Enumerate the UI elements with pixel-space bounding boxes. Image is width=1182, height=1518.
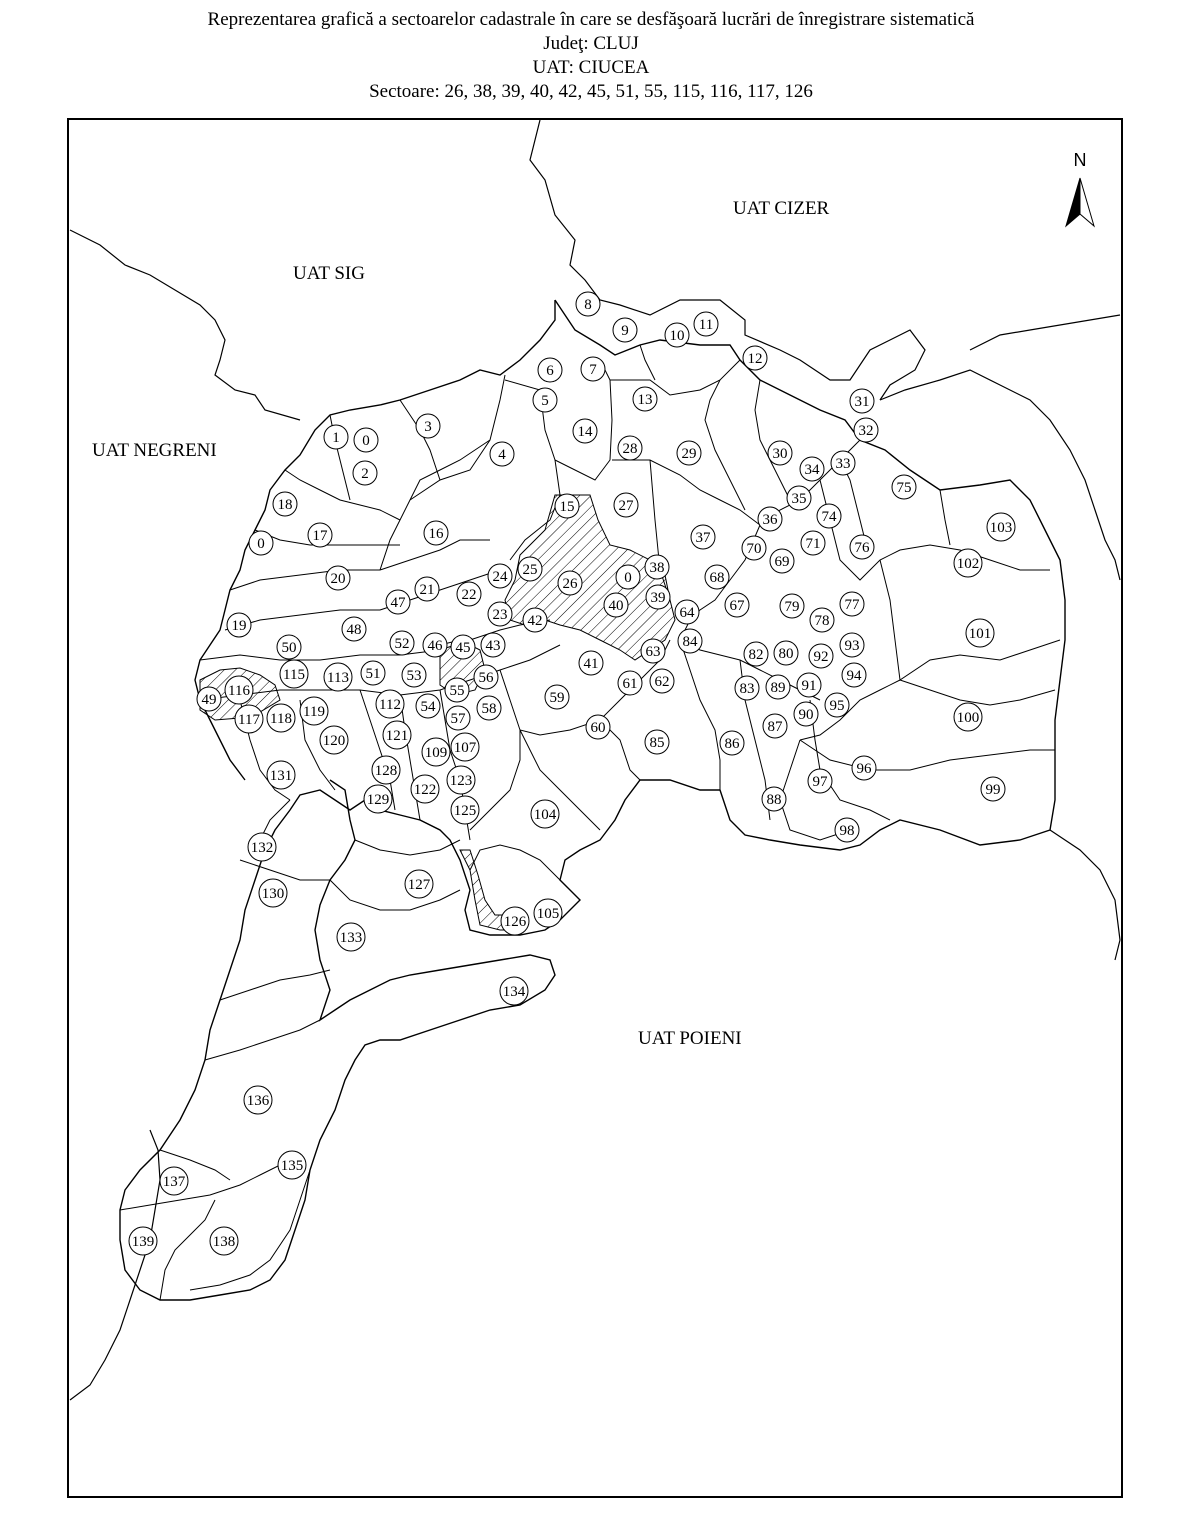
sector-number: 80 xyxy=(778,646,794,662)
sector-number: 8 xyxy=(584,297,592,313)
sector-number: 4 xyxy=(498,447,506,463)
sector-number: 54 xyxy=(420,699,436,715)
sector-94 xyxy=(842,663,866,687)
sector-22 xyxy=(457,582,481,606)
sector-78 xyxy=(810,608,834,632)
sector-43 xyxy=(481,633,505,657)
sector-number: 132 xyxy=(250,840,274,856)
sector-95 xyxy=(825,693,849,717)
sector-number: 62 xyxy=(654,674,670,690)
sector-49 xyxy=(197,687,221,711)
sector-42 xyxy=(523,608,547,632)
sector-number: 90 xyxy=(798,707,814,723)
sector-number: 88 xyxy=(766,792,782,808)
sector-119 xyxy=(300,697,328,725)
sector-number: 68 xyxy=(709,570,725,586)
sector-number: 126 xyxy=(503,914,527,930)
sector-number: 15 xyxy=(559,499,575,515)
sector-number: 82 xyxy=(748,647,764,663)
sector-109 xyxy=(422,738,450,766)
sector-number: 42 xyxy=(527,613,543,629)
sector-labels xyxy=(129,292,1015,1255)
sector-number: 39 xyxy=(650,590,666,606)
sector-89 xyxy=(766,675,790,699)
sector-41 xyxy=(579,651,603,675)
sector-85 xyxy=(645,730,669,754)
sector-number: 118 xyxy=(270,711,292,727)
sector-number: 115 xyxy=(283,667,305,683)
sector-101 xyxy=(966,619,994,647)
sector-boundaries xyxy=(120,345,1060,1300)
sector-32 xyxy=(854,418,878,442)
sector-number: 95 xyxy=(829,698,845,714)
sector-54 xyxy=(416,694,440,718)
sector-number: 83 xyxy=(739,681,755,697)
sector-37 xyxy=(691,525,715,549)
sector-3 xyxy=(416,414,440,438)
sector-16 xyxy=(424,521,448,545)
sector-number: 37 xyxy=(695,530,711,546)
sector-number: 78 xyxy=(814,613,830,629)
sector-number: 40 xyxy=(608,598,624,614)
sector-34 xyxy=(800,457,824,481)
sector-number: 16 xyxy=(428,526,444,542)
sector-number: 28 xyxy=(622,441,638,457)
sector-number: 35 xyxy=(791,491,807,507)
sector-number: 105 xyxy=(536,906,560,922)
sector-number: 19 xyxy=(231,618,247,634)
sector-number: 17 xyxy=(312,528,328,544)
sector-number: 22 xyxy=(461,587,477,603)
sector-number: 117 xyxy=(238,712,260,728)
sector-121 xyxy=(383,721,411,749)
sector-number: 61 xyxy=(622,676,638,692)
sector-number: 93 xyxy=(844,638,860,654)
sector-number: 98 xyxy=(839,823,855,839)
sector-number: 24 xyxy=(492,569,508,585)
sector-82 xyxy=(744,642,768,666)
sector-number: 99 xyxy=(985,782,1001,798)
sector-69 xyxy=(770,549,794,573)
sector-number: 26 xyxy=(562,576,578,592)
sector-number: 3 xyxy=(424,419,432,435)
sector-number: 59 xyxy=(549,690,565,706)
sector-number: 63 xyxy=(645,644,661,660)
sector-1 xyxy=(324,425,348,449)
sector-number: 46 xyxy=(427,638,443,654)
sector-99 xyxy=(981,777,1005,801)
sector-number: 125 xyxy=(453,803,477,819)
sector-number: 25 xyxy=(522,562,538,578)
sector-number: 36 xyxy=(762,512,778,528)
sector-67 xyxy=(725,593,749,617)
map-title: Reprezentarea grafică a sectoarelor cadastrale în care se desfăşoară lucrări de înregistrare sistematică xyxy=(207,9,975,30)
ciucea-territory xyxy=(120,300,1065,1300)
sector-number: 138 xyxy=(212,1234,236,1250)
sector-27 xyxy=(614,493,638,517)
sector-number: 91 xyxy=(801,678,817,694)
sector-92 xyxy=(809,644,833,668)
sector-number: 94 xyxy=(846,668,862,684)
sector-46 xyxy=(423,633,447,657)
sector-number: 129 xyxy=(366,792,390,808)
sector-number: 50 xyxy=(281,640,297,656)
sector-number: 14 xyxy=(577,424,593,440)
sector-number: 23 xyxy=(492,607,508,623)
sector-number: 0 xyxy=(624,570,632,586)
sector-70 xyxy=(742,536,766,560)
sector-19 xyxy=(227,613,251,637)
sector-136 xyxy=(244,1086,272,1114)
sector-number: 64 xyxy=(679,605,695,621)
sector-87 xyxy=(763,714,787,738)
sector-number: 29 xyxy=(681,446,697,462)
sector-number: 51 xyxy=(365,666,381,682)
sector-118 xyxy=(267,704,295,732)
sector-58 xyxy=(477,696,501,720)
sector-4 xyxy=(490,442,514,466)
sector-11 xyxy=(694,312,718,336)
sector-number: 5 xyxy=(541,393,549,409)
sector-number: 134 xyxy=(502,984,526,1000)
sector-number: 85 xyxy=(649,735,665,751)
sector-number: 74 xyxy=(821,509,837,525)
sector-60 xyxy=(586,715,610,739)
sector-50 xyxy=(277,635,301,659)
sector-18 xyxy=(273,492,297,516)
neighbor-label-cizer: UAT CIZER xyxy=(733,198,830,219)
sector-47 xyxy=(386,590,410,614)
sector-51 xyxy=(361,661,385,685)
sector-number: 10 xyxy=(669,328,685,344)
sector-126 xyxy=(501,907,529,935)
sector-102 xyxy=(954,549,982,577)
sector-35 xyxy=(787,486,811,510)
sector-number: 123 xyxy=(449,773,473,789)
sector-7 xyxy=(581,357,605,381)
sector-number: 107 xyxy=(453,740,477,756)
sector-number: 87 xyxy=(767,719,783,735)
sector-number: 41 xyxy=(583,656,599,672)
sector-97 xyxy=(808,769,832,793)
sector-number: 1 xyxy=(332,430,340,446)
sector-number: 0 xyxy=(257,536,265,552)
sector-15 xyxy=(555,494,579,518)
sector-number: 11 xyxy=(698,317,714,333)
north-arrow xyxy=(1066,150,1094,226)
sector-number: 135 xyxy=(280,1158,304,1174)
sector-93 xyxy=(840,633,864,657)
sector-number: 128 xyxy=(374,763,398,779)
sector-56 xyxy=(474,665,498,689)
sector-9 xyxy=(613,318,637,342)
sector-127 xyxy=(405,870,433,898)
sector-129 xyxy=(364,785,392,813)
sector-139 xyxy=(129,1227,157,1255)
sector-number: 67 xyxy=(729,598,745,614)
sector-123 xyxy=(447,766,475,794)
sector-91 xyxy=(797,673,821,697)
sector-5 xyxy=(533,388,557,412)
sector-number: 2 xyxy=(361,466,369,482)
sector-0 xyxy=(616,565,640,589)
sector-125 xyxy=(451,796,479,824)
sector-number: 34 xyxy=(804,462,820,478)
sector-number: 139 xyxy=(131,1234,155,1250)
sector-122 xyxy=(411,775,439,803)
sector-31 xyxy=(850,389,874,413)
sector-23 xyxy=(488,602,512,626)
sector-120 xyxy=(320,726,348,754)
sector-number: 103 xyxy=(989,520,1013,536)
sector-36 xyxy=(758,507,782,531)
sectors-list: Sectoare: 26, 38, 39, 40, 42, 45, 51, 55, 115, 116, 117, 126 xyxy=(369,81,813,102)
sector-134 xyxy=(500,977,528,1005)
sector-98 xyxy=(835,818,859,842)
sector-number: 102 xyxy=(956,556,980,572)
sector-number: 52 xyxy=(394,636,410,652)
neighbor-label-negreni: UAT NEGRENI xyxy=(92,440,217,461)
sector-number: 60 xyxy=(590,720,606,736)
sector-30 xyxy=(768,441,792,465)
sector-38 xyxy=(645,555,669,579)
sector-number: 70 xyxy=(746,541,762,557)
sector-28 xyxy=(618,436,642,460)
sector-57 xyxy=(446,706,470,730)
sector-52 xyxy=(390,631,414,655)
sector-number: 57 xyxy=(450,711,466,727)
sector-number: 130 xyxy=(261,886,285,902)
sector-132 xyxy=(248,833,276,861)
sector-17 xyxy=(308,523,332,547)
sector-number: 71 xyxy=(805,536,821,552)
sector-74 xyxy=(817,504,841,528)
sector-number: 131 xyxy=(269,768,293,784)
sector-135 xyxy=(278,1151,306,1179)
sector-number: 53 xyxy=(406,668,422,684)
sector-61 xyxy=(618,671,642,695)
sector-112 xyxy=(376,690,404,718)
sector-number: 47 xyxy=(390,595,406,611)
sector-62 xyxy=(650,669,674,693)
sector-55 xyxy=(445,678,469,702)
sector-number: 122 xyxy=(413,782,437,798)
sector-100 xyxy=(954,703,982,731)
sector-number: 86 xyxy=(724,736,740,752)
neighbor-label-sig: UAT SIG xyxy=(293,263,365,284)
sector-59 xyxy=(545,685,569,709)
sector-105 xyxy=(534,899,562,927)
sector-75 xyxy=(892,475,916,499)
sector-number: 7 xyxy=(589,362,597,378)
sector-number: 38 xyxy=(649,560,665,576)
sector-0 xyxy=(354,428,378,452)
sector-117 xyxy=(235,705,263,733)
sector-number: 97 xyxy=(812,774,828,790)
sector-29 xyxy=(677,441,701,465)
sector-84 xyxy=(678,629,702,653)
sector-number: 9 xyxy=(621,323,629,339)
north-label: N xyxy=(1073,150,1087,170)
sector-number: 27 xyxy=(618,498,634,514)
sector-number: 58 xyxy=(481,701,497,717)
sector-number: 89 xyxy=(770,680,786,696)
uat-label: UAT: CIUCEA xyxy=(532,57,650,78)
sector-39 xyxy=(646,585,670,609)
sector-number: 101 xyxy=(968,626,992,642)
sector-33 xyxy=(831,451,855,475)
sector-103 xyxy=(987,513,1015,541)
sector-number: 137 xyxy=(162,1174,186,1190)
sector-number: 121 xyxy=(385,728,409,744)
sector-number: 6 xyxy=(546,363,554,379)
sector-number: 30 xyxy=(772,446,788,462)
sector-number: 79 xyxy=(784,599,800,615)
sector-number: 113 xyxy=(327,670,349,686)
sector-number: 33 xyxy=(835,456,851,472)
sector-21 xyxy=(415,577,439,601)
sector-12 xyxy=(743,346,767,370)
sector-number: 45 xyxy=(455,640,471,656)
sector-83 xyxy=(735,676,759,700)
sector-8 xyxy=(576,292,600,316)
sector-88 xyxy=(762,787,786,811)
sector-number: 77 xyxy=(844,597,860,613)
sector-number: 76 xyxy=(854,540,870,556)
sector-40 xyxy=(604,593,628,617)
sector-number: 56 xyxy=(478,670,494,686)
sector-79 xyxy=(780,594,804,618)
sector-13 xyxy=(633,387,657,411)
sector-115 xyxy=(280,660,308,688)
sector-71 xyxy=(801,531,825,555)
sector-number: 100 xyxy=(956,710,980,726)
sector-113 xyxy=(324,663,352,691)
sector-number: 48 xyxy=(346,622,362,638)
sector-48 xyxy=(342,617,366,641)
sector-80 xyxy=(774,641,798,665)
sector-number: 92 xyxy=(813,649,829,665)
sector-45 xyxy=(451,635,475,659)
sector-number: 75 xyxy=(896,480,912,496)
sector-number: 96 xyxy=(856,761,872,777)
sector-138 xyxy=(210,1227,238,1255)
sector-number: 55 xyxy=(449,683,465,699)
sector-116 xyxy=(225,676,253,704)
sector-number: 69 xyxy=(774,554,790,570)
sector-number: 0 xyxy=(362,433,370,449)
sector-number: 120 xyxy=(322,733,346,749)
sector-number: 133 xyxy=(339,930,363,946)
sector-number: 127 xyxy=(407,877,431,893)
sector-number: 20 xyxy=(330,571,346,587)
sector-104 xyxy=(531,800,559,828)
sector-number: 116 xyxy=(228,683,250,699)
sector-number: 84 xyxy=(682,634,698,650)
sector-96 xyxy=(852,756,876,780)
sector-10 xyxy=(665,323,689,347)
sector-137 xyxy=(160,1167,188,1195)
sector-0 xyxy=(249,531,273,555)
sector-number: 49 xyxy=(201,692,217,708)
sector-133 xyxy=(337,923,365,951)
sector-14 xyxy=(573,419,597,443)
sector-24 xyxy=(488,564,512,588)
sector-number: 18 xyxy=(277,497,293,513)
north-arrow-icon xyxy=(1066,178,1080,226)
sector-2 xyxy=(353,461,377,485)
sector-20 xyxy=(326,566,350,590)
sector-25 xyxy=(518,557,542,581)
sector-number: 32 xyxy=(858,423,874,439)
neighbor-label-poieni: UAT POIENI xyxy=(638,1028,742,1049)
sector-number: 13 xyxy=(637,392,653,408)
sector-77 xyxy=(840,592,864,616)
sector-128 xyxy=(372,756,400,784)
sector-number: 31 xyxy=(854,394,870,410)
sector-64 xyxy=(675,600,699,624)
sector-number: 112 xyxy=(379,697,401,713)
sector-26 xyxy=(558,571,582,595)
county-label: Judeţ: CLUJ xyxy=(543,33,639,54)
sector-number: 43 xyxy=(485,638,501,654)
sector-number: 109 xyxy=(424,745,448,761)
sector-86 xyxy=(720,731,744,755)
sector-131 xyxy=(267,761,295,789)
sector-76 xyxy=(850,535,874,559)
sector-53 xyxy=(402,663,426,687)
sector-number: 136 xyxy=(246,1093,270,1109)
sector-number: 21 xyxy=(419,582,435,598)
sector-130 xyxy=(259,879,287,907)
sector-90 xyxy=(794,702,818,726)
sector-number: 12 xyxy=(747,351,763,367)
sector-107 xyxy=(451,733,479,761)
sector-number: 119 xyxy=(303,704,325,720)
sector-number: 104 xyxy=(533,807,557,823)
sector-63 xyxy=(641,639,665,663)
sector-68 xyxy=(705,565,729,589)
sector-6 xyxy=(538,358,562,382)
